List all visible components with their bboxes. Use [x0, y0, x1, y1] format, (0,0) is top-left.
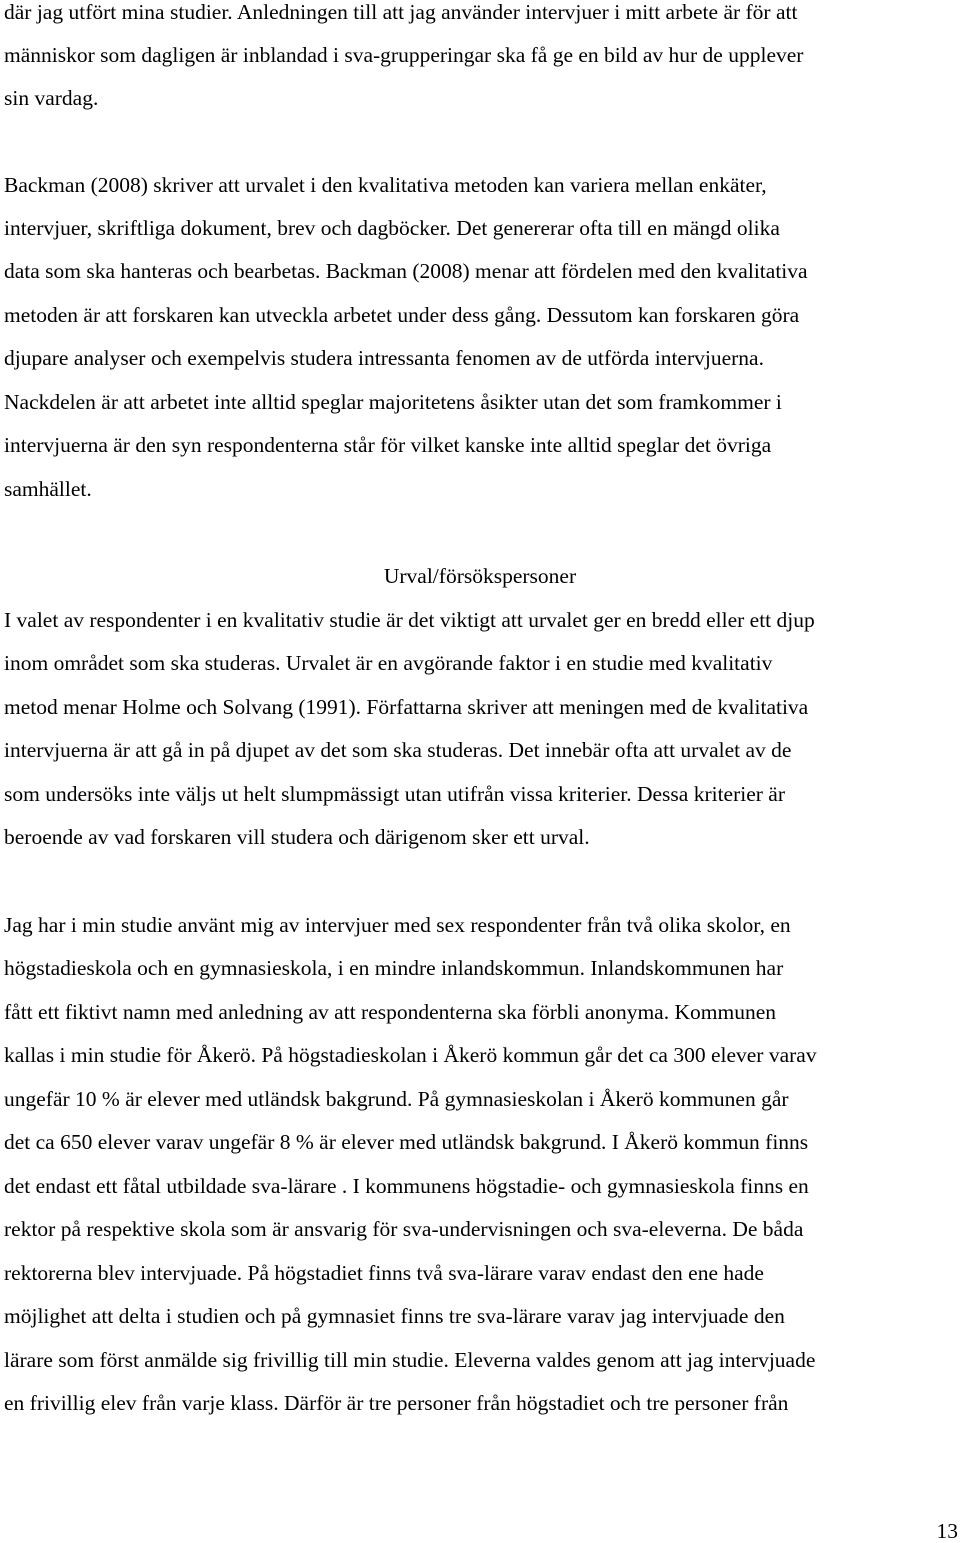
text-line: det ca 650 elever varav ungefär 8 % är elever med utländsk bakgrund. I Åkerö kommun finns [4, 1130, 809, 1154]
section-heading: Urval/försökspersoner [383, 564, 577, 588]
text-line: djupare analyser och exempelvis studera intressanta fenomen av de utförda intervjuerna. [4, 346, 764, 370]
text-line: inom området som ska studeras. Urvalet är en avgörande faktor i en studie med kvalitativ [4, 651, 773, 675]
text-line: möjlighet att delta i studien och på gymnasiet finns tre sva-lärare varav jag intervjuade den [4, 1304, 785, 1328]
text-line: ungefär 10 % är elever med utländsk bakgrund. På gymnasieskolan i Åkerö kommunen går [4, 1087, 789, 1111]
text-line: Jag har i min studie använt mig av intervjuer med sex respondenter från två olika skolor, en [4, 913, 791, 937]
text-line: en frivillig elev från varje klass. Därför är tre personer från högstadiet och tre personer från [4, 1391, 789, 1415]
text-line: sin vardag. [4, 86, 99, 110]
text-line: Backman (2008) skriver att urvalet i den kvalitativa metoden kan variera mellan enkäter, [4, 173, 767, 197]
text-line: metod menar Holme och Solvang (1991). Författarna skriver att meningen med de kvalitativa [4, 695, 809, 719]
text-line: som undersöks inte väljs ut helt slumpmässigt utan utifrån vissa kriterier. Dessa kriterier är [4, 782, 786, 806]
text-line: där jag utfört mina studier. Anledningen till att jag använder intervjuer i mitt arbete är för att [4, 0, 798, 24]
text-line: fått ett fiktivt namn med anledning av att respondenterna ska förbli anonyma. Kommunen [4, 1000, 776, 1024]
text-line: data som ska hanteras och bearbetas. Backman (2008) menar att fördelen med den kvalitativa [4, 259, 808, 283]
text-line: människor som dagligen är inblandad i sva-grupperingar ska få ge en bild av hur de upplever [4, 43, 804, 67]
text-line: högstadieskola och en gymnasieskola, i en mindre inlandskommun. Inlandskommunen har [4, 956, 784, 980]
text-line: rektorerna blev intervjuade. På högstadiet finns två sva-lärare varav endast den ene hade [4, 1261, 764, 1285]
text-line: lärare som först anmälde sig frivillig till min studie. Eleverna valdes genom att jag intervjuade [4, 1348, 816, 1372]
text-line: intervjuerna är att gå in på djupet av det som ska studeras. Det innebär ofta att urvalet av de [4, 738, 792, 762]
page-number: 13 [936, 1519, 958, 1543]
text-line: samhället. [4, 477, 92, 501]
text-line: kallas i min studie för Åkerö. På högstadieskolan i Åkerö kommun går det ca 300 elever varav [4, 1043, 817, 1067]
text-line: metoden är att forskaren kan utveckla arbetet under dess gång. Dessutom kan forskaren göra [4, 303, 800, 327]
text-line: rektor på respektive skola som är ansvarig för sva-undervisningen och sva-eleverna. De båda [4, 1217, 804, 1241]
text-line: Nackdelen är att arbetet inte alltid speglar majoritetens åsikter utan det som framkommer i [4, 390, 782, 414]
text-line: intervjuerna är den syn respondenterna står för vilket kanske inte alltid speglar det övriga [4, 433, 772, 457]
text-line: I valet av respondenter i en kvalitativ studie är det viktigt att urvalet ger en bredd eller ett djup [4, 608, 815, 632]
text-line: intervjuer, skriftliga dokument, brev och dagböcker. Det genererar ofta till en mängd olika [4, 216, 780, 240]
text-line: det endast ett fåtal utbildade sva-lärare . I kommunens högstadie- och gymnasieskola finns en [4, 1174, 809, 1198]
text-line: beroende av vad forskaren vill studera och därigenom sker ett urval. [4, 825, 590, 849]
